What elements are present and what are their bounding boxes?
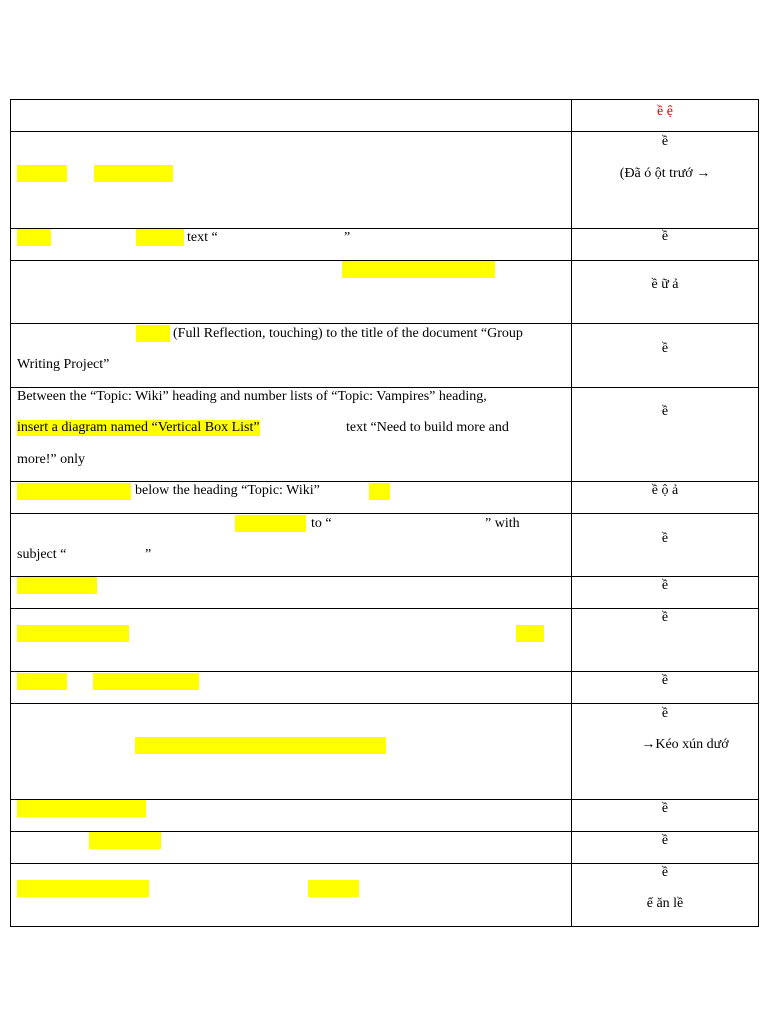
highlighted-text [89, 832, 161, 849]
table-row [11, 672, 759, 704]
task-text: (Full Reflection, touching) to the title of the document “Group [173, 326, 523, 341]
note-cell [572, 324, 759, 388]
task-cell [11, 609, 572, 672]
highlighted-text [369, 483, 390, 500]
note-text: ề [661, 706, 669, 721]
table-row [11, 609, 759, 672]
note-cell [572, 800, 759, 832]
highlighted-text [17, 483, 131, 500]
note-cell [572, 832, 759, 864]
task-cell [11, 864, 572, 927]
table-row [11, 132, 759, 229]
table-row [11, 800, 759, 832]
note-cell [572, 577, 759, 609]
highlighted-text [235, 515, 306, 532]
highlighted-text [17, 800, 146, 817]
task-text: ” [344, 230, 351, 245]
table-row [11, 482, 759, 514]
header-note-cell [572, 100, 759, 132]
note-cell [572, 388, 759, 482]
task-cell [11, 261, 572, 324]
task-cell [11, 672, 572, 704]
note-text: ề [661, 673, 669, 688]
highlighted-text [308, 880, 359, 897]
highlighted-text [136, 325, 170, 342]
highlighted-text [17, 880, 149, 897]
highlighted-text [93, 673, 199, 690]
note-cell [572, 864, 759, 927]
note-cell [572, 609, 759, 672]
note-text: ể ăn lề [646, 896, 684, 911]
task-cell [11, 482, 572, 514]
task-text: below the heading “Topic: Wiki” [135, 483, 320, 498]
highlighted-text [516, 625, 544, 642]
note-text: ề [661, 610, 669, 625]
header-task-cell [11, 100, 572, 132]
table-row [11, 704, 759, 800]
highlighted-text [17, 625, 129, 642]
note-text: ề [661, 341, 669, 356]
highlighted-text [135, 737, 386, 754]
task-cell [11, 514, 572, 577]
note-cell [572, 672, 759, 704]
task-text: text “Need to build more and [346, 420, 509, 435]
table-row [11, 229, 759, 261]
highlighted-text [17, 229, 51, 246]
task-cell [11, 388, 572, 482]
task-text: ” with [485, 516, 520, 531]
highlighted-text [17, 673, 67, 690]
note-text: (Đã ó ột trướ → [619, 166, 711, 181]
note-text: ề ữ ả [651, 277, 679, 292]
table-row [11, 324, 759, 388]
note-text: ề [661, 404, 669, 419]
task-cell [11, 324, 572, 388]
note-text: ề [661, 801, 669, 816]
table-row [11, 832, 759, 864]
task-text: insert a diagram named “Vertical Box List” [17, 420, 260, 435]
note-text: ề [661, 865, 669, 880]
note-text: ề [661, 833, 669, 848]
highlighted-text [342, 261, 495, 278]
task-text: Between the “Topic: Wiki” heading and number lists of “Topic: Vampires” heading, [17, 389, 487, 404]
note-text: →Kéo xún dướ [641, 737, 729, 752]
task-cell [11, 132, 572, 229]
note-cell [572, 229, 759, 261]
task-text: subject “ [17, 547, 67, 562]
highlighted-text [17, 577, 97, 594]
task-text: Writing Project” [17, 357, 110, 372]
header-row [11, 100, 759, 132]
task-text: text “ [187, 230, 218, 245]
table-row [11, 864, 759, 927]
note-text: ề [661, 578, 669, 593]
task-cell [11, 577, 572, 609]
note-cell [572, 482, 759, 514]
note-cell [572, 132, 759, 229]
task-cell [11, 704, 572, 800]
table-row [11, 514, 759, 577]
note-text: ề [661, 134, 669, 149]
task-table [10, 99, 759, 927]
note-text: ề [661, 531, 669, 546]
table-row [11, 388, 759, 482]
task-text: to “ [311, 516, 332, 531]
note-text: ề ộ ả [651, 483, 679, 498]
task-cell [11, 229, 572, 261]
table-row [11, 577, 759, 609]
header-note: ề ệ [657, 104, 673, 119]
highlighted-text [17, 165, 67, 182]
task-cell [11, 800, 572, 832]
task-cell [11, 832, 572, 864]
note-cell [572, 704, 759, 800]
note-text: ề [661, 229, 669, 244]
task-text: ” [145, 547, 152, 562]
note-cell [572, 261, 759, 324]
highlighted-text [94, 165, 173, 182]
table-row [11, 261, 759, 324]
note-cell [572, 514, 759, 577]
highlighted-text [136, 229, 184, 246]
task-text: more!” only [17, 452, 86, 467]
